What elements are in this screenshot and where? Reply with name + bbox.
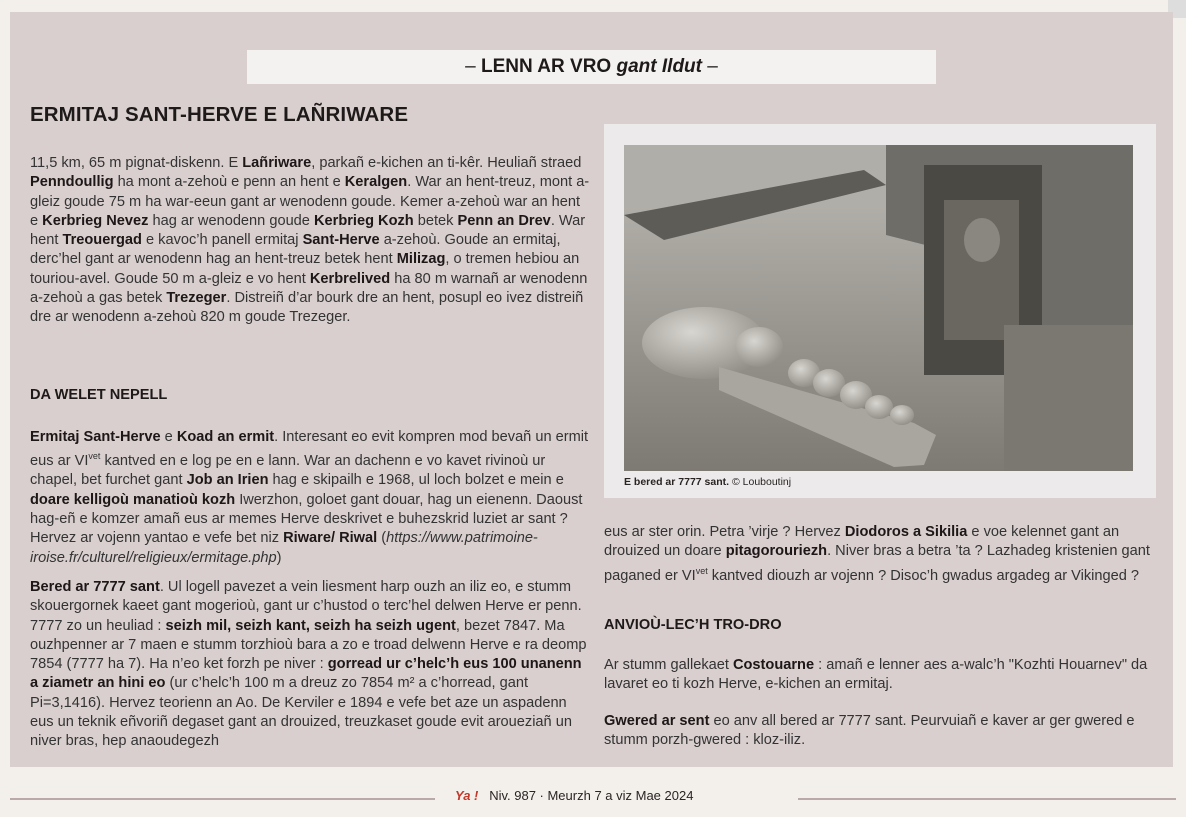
banner-title: LENN AR VRO bbox=[481, 56, 612, 77]
intro-paragraph bbox=[30, 154, 592, 328]
column-banner bbox=[247, 50, 936, 84]
bold-run: Gwered ar sent bbox=[604, 713, 710, 729]
bold-run: Penndoullig bbox=[30, 174, 114, 191]
bold-run: Kerbrieg Nevez bbox=[42, 212, 149, 229]
text-run: kantved diouzh ar vojenn ? Disoc’h gwadus argadeg ar Vikinged ? bbox=[707, 567, 1140, 584]
text-run: , o tremen hebiou an touriou-avel. Goude 50 m a-gleiz e vo hent bbox=[30, 251, 580, 287]
bold-run: Kerbrelived bbox=[309, 270, 391, 287]
bold-run: Kerbrieg Kozh bbox=[313, 212, 414, 229]
text-run: Ar stumm gallekaet bbox=[604, 657, 733, 673]
text-run: ha mont a-zehoù e penn an hent e bbox=[113, 174, 345, 191]
photo-caption bbox=[624, 476, 791, 488]
bold-run: Lañriware bbox=[242, 155, 312, 171]
text-run: e kavoc’h panell ermitaj bbox=[141, 232, 303, 249]
photo-stone-enclosure bbox=[624, 145, 1133, 471]
section-heading-anviou-lech: ANVIOÙ-LEC’H TRO-DRO bbox=[604, 617, 782, 633]
banner-byline: gant Ildut bbox=[616, 56, 702, 77]
bold-run: doare kelligoù manatioù kozh bbox=[30, 491, 236, 508]
page-footer bbox=[0, 783, 1186, 811]
text-run: a-zehoù. Goude an ermitaj, derc’hel gant ar wenodenn hag an hent-treuz betek hent bbox=[30, 232, 561, 268]
banner-dash-right: – bbox=[707, 56, 718, 77]
bold-run: Riware/ Riwal bbox=[283, 530, 378, 547]
bold-run: Trezeger bbox=[166, 290, 227, 307]
text-run: ) bbox=[276, 549, 282, 566]
text-run: . Interesant eo evit kompren mod bevañ un ermit eus ar VI bbox=[30, 429, 589, 470]
bold-run: Sant-Herve bbox=[302, 232, 380, 249]
text-run: hag ar wenodenn goude bbox=[148, 212, 314, 229]
text-run: Iwerzhon, goloet gant douar, hag un eienenn. Daoust hag-eñ e komzer amañ eus ar memes Herve deskrivet e buhezskrid luziet ar sant ? Hervez ar vojenn yantao e vefe bet niz bbox=[30, 491, 583, 547]
bold-run: Costouarne bbox=[732, 657, 815, 673]
section-anviou-paragraph-2 bbox=[604, 712, 1156, 751]
article-title: ERMITAJ SANT-HERVE E LAÑRIWARE bbox=[30, 103, 409, 126]
bold-run: Milizag bbox=[396, 251, 446, 268]
text-run: eo anv all bered ar 7777 sant. Peurvuiañ e kaver ar ger gwered e stumm porzh-gwered : kloz-iliz. bbox=[604, 713, 1135, 749]
text-run: . War an hent-treuz, mont a-gleiz goude 75 m ha war-eeun gant ar wenodenn goude. Kemer a-zehoù war an hent e bbox=[30, 174, 590, 229]
section-bered-continued bbox=[604, 523, 1156, 586]
footer-brand: Ya ! bbox=[455, 788, 479, 803]
text-run: eus ar ster orin. Petra ’virje ? Hervez bbox=[604, 524, 845, 540]
link-text: https://www.patrimoine-iroise.fr/culturel/religieux/ermitage.php bbox=[30, 530, 538, 566]
bold-run: seizh mil, seizh kant, seizh ha seizh ugent bbox=[165, 617, 456, 634]
superscript: vet bbox=[695, 565, 708, 576]
footer-rule-right bbox=[798, 798, 1176, 800]
text-run: (ur c’helc’h 100 m a dreuz zo 7854 m² a c’horread, gant Pi=3,1416). Hervez teorienn an Ao. De Kerviler e 1894 e vefe bet aze un aspadenn eus un teknik eñvoriñ degaset gant an drouized, treuzkaset goude evit aroueziañ un niver bras, hep anaoudegezh bbox=[30, 675, 572, 750]
section-da-welet-paragraph bbox=[30, 428, 592, 568]
text-run: . Ul logell pavezet a vein liesment harp ouzh an iliz eo, e stumm skouergornek kaeet gant mogerioù, gant ur c’hustod o terc’hel delwen Herve er penn. 7777 zo un heuliad : bbox=[30, 579, 582, 634]
bold-run: Bered ar 7777 sant bbox=[30, 579, 160, 595]
text-run: ( bbox=[377, 530, 387, 547]
caption-credit: © Louboutinj bbox=[731, 476, 792, 488]
bold-run: Keralgen bbox=[344, 174, 408, 191]
text-run: kantved en e log pe en e lann. War an dachenn e vo kavet rivinoù ur chapel, bet furchet gant bbox=[30, 453, 546, 489]
footer-rule-left bbox=[10, 798, 435, 800]
footer-issue: Niv. 987 · Meurzh 7 a viz Mae 2024 bbox=[489, 788, 694, 803]
bold-run: gorread ur c’helc’h eus 100 unanenn a ziametr an hini eo bbox=[30, 656, 582, 692]
bold-run: Penn an Drev bbox=[457, 212, 551, 229]
bold-run: Diodoros a Sikilia bbox=[844, 524, 968, 540]
stone-enclosure-image bbox=[624, 145, 1133, 471]
bold-run: Treouergad bbox=[62, 232, 142, 249]
text-run: 11,5 km, 65 m pignat-diskenn. E bbox=[30, 155, 243, 171]
text-run: ha 80 m warnañ ar wenodenn a-zehoù a gas betek bbox=[30, 270, 588, 307]
superscript: vet bbox=[88, 451, 101, 462]
text-run: e voe kelennet gant an drouized un doare bbox=[604, 524, 1120, 560]
bold-run: Job an Irien bbox=[186, 472, 269, 489]
text-run: : amañ e lenner aes a-walc’h "Kozhti Houarnev" da lavaret eo ti kozh Herve, e-kichen an ermitaj. bbox=[604, 657, 1148, 693]
footer-issue-line bbox=[455, 788, 693, 803]
text-run: . Distreiñ d’ar bourk dre an hent, posupl eo ivez distreiñ dre ar wenodenn a-zehoù 820 m goude Trezeger. bbox=[30, 290, 584, 326]
section-bered-paragraph bbox=[30, 578, 592, 752]
text-run: e bbox=[160, 429, 177, 445]
text-run: hag e skipailh e 1968, ul loch bolzet e mein e bbox=[268, 472, 564, 489]
section-heading-da-welet-nepell: DA WELET NEPELL bbox=[30, 387, 168, 403]
text-run: . Niver bras a betra ’ta ? Lazhadeg kristenien gant paganed er VI bbox=[604, 543, 1150, 584]
text-run: betek bbox=[413, 212, 458, 229]
text-run: . War hent bbox=[30, 212, 586, 249]
text-run: , parkañ e-kichen an ti-kêr. Heuliañ straed bbox=[311, 155, 582, 171]
bold-run: pitagorouriezh bbox=[725, 543, 828, 560]
banner-dash-left: – bbox=[465, 56, 476, 77]
caption-title: E bered ar 7777 sant. bbox=[624, 476, 730, 488]
section-anviou-paragraph-1 bbox=[604, 656, 1156, 695]
bold-run: Koad an ermit bbox=[176, 429, 275, 445]
bold-run: Ermitaj Sant-Herve bbox=[30, 429, 161, 445]
text-run: , bezet 7847. Ma ouzhpenner ar 7 maen e stumm torzhioù bara a zo e troad delwenn Herve e ra deomp 7854 (7777 ha 7). Ha n’eo ket forzh pe niver : bbox=[30, 617, 587, 673]
